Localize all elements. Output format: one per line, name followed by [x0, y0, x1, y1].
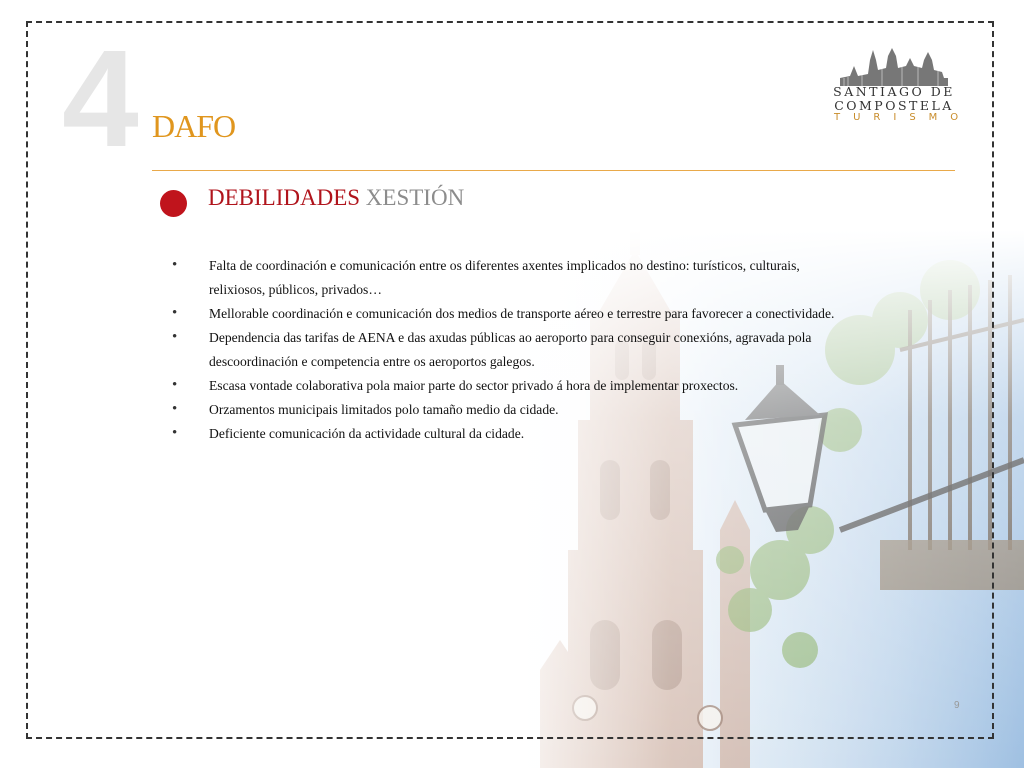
list-item-text: Dependencia das tarifas de AENA e das axudas públicas ao aeroporto para conseguir conexións, agravada pola descoordinación e competencia entre os aeroportos galegos. [209, 330, 812, 369]
list-item-text: Orzamentos municipais limitados polo tamaño medio da cidade. [209, 402, 559, 417]
subtitle-main: DEBILIDADES [208, 185, 361, 210]
list-item [172, 254, 852, 302]
logo-text-compostela: COMPOSTELA [834, 98, 954, 113]
list-item [172, 326, 852, 374]
list-item [172, 422, 852, 446]
header-divider [152, 170, 955, 171]
bullet-icon: • [172, 401, 178, 417]
santiago-turismo-logo [832, 46, 972, 130]
bullet-icon: • [172, 305, 178, 321]
bullet-icon: • [172, 425, 178, 441]
logo-text-santiago: SANTIAGO DE [833, 84, 955, 99]
red-circle-icon [160, 190, 187, 217]
section-number: 4 [62, 22, 135, 176]
list-item-text: Falta de coordinación e comunicación entre os diferentes axentes implicados no destino: turísticos, culturais, relixiosos, públicos, privados… [209, 258, 800, 297]
logo-text-turismo: TURISMO [834, 112, 972, 123]
section-title: DAFO [152, 108, 236, 144]
page-number: 9 [954, 700, 960, 711]
cathedral-skyline-icon [840, 46, 948, 86]
slide-subtitle [208, 185, 464, 211]
bullet-icon: • [172, 329, 178, 345]
list-item [172, 302, 852, 326]
list-item-text: Deficiente comunicación da actividade cultural da cidade. [209, 426, 525, 441]
list-item [172, 374, 852, 398]
subtitle-secondary: XESTIÓN [365, 185, 465, 210]
bullet-icon: • [172, 257, 178, 273]
list-item-text: Mellorable coordinación e comunicación dos medios de transporte aéreo e terrestre para favorecer a conectividade. [209, 306, 835, 321]
bullet-icon: • [172, 377, 178, 393]
list-item [172, 398, 852, 422]
list-item-text: Escasa vontade colaborativa pola maior parte do sector privado á hora de implementar proxectos. [209, 378, 739, 393]
debilidades-list [172, 254, 852, 446]
